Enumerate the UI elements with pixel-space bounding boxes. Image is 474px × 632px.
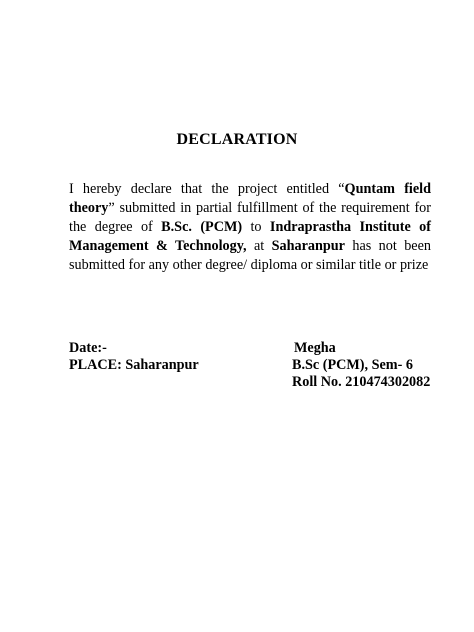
student-signature-block	[292, 340, 430, 391]
declaration-paragraph	[69, 180, 431, 275]
project-title: Quntam field theory	[69, 181, 431, 216]
date-label: Date:-	[69, 340, 107, 356]
paragraph-text-5: has not been submitted for any other degree/ diploma or similar title or prize	[69, 238, 431, 273]
page-title: DECLARATION	[176, 131, 298, 148]
place-label: PLACE: Saharanpur	[69, 357, 199, 373]
student-name: Megha	[294, 340, 336, 356]
paragraph-text-1: I hereby declare that the project entitled “	[69, 181, 345, 197]
institute-name: Indraprastha Institute of Management & Technology,	[69, 219, 431, 254]
date-place-block	[69, 340, 199, 374]
student-roll-no: Roll No. 210474302082	[292, 374, 431, 390]
city-name: Saharanpur	[271, 238, 345, 254]
paragraph-text-2: ” submitted in partial fulfillment of the requirement for the degree of	[69, 200, 431, 235]
student-course: B.Sc (PCM), Sem- 6	[292, 357, 413, 373]
degree-name: B.Sc. (PCM)	[161, 219, 243, 235]
paragraph-text-4: at	[246, 238, 272, 254]
paragraph-text-3: to	[242, 219, 270, 235]
